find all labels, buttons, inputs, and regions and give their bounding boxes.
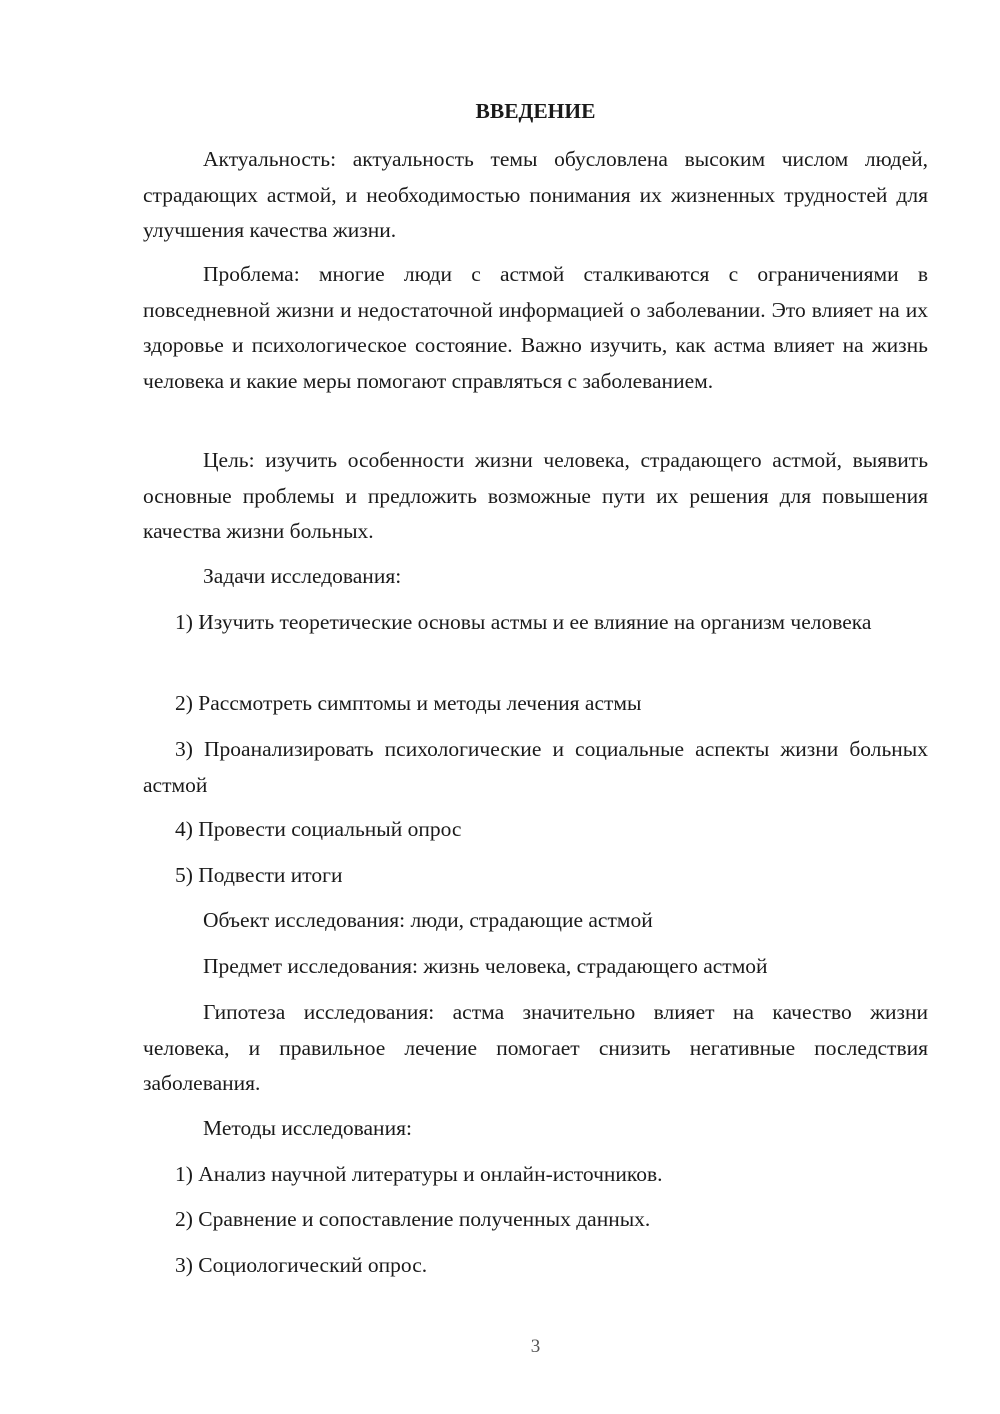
- hypothesis-paragraph: Гипотеза исследования: астма значительно влияет на качество жизни человека, и правильное лечение помогает снизить негативные последствия заболевания.: [143, 1000, 928, 1095]
- method-item-2: 2) Сравнение и сопоставление полученных данных.: [175, 1207, 651, 1231]
- task-item-1: 1) Изучить теоретические основы астмы и ее влияние на организм человека: [175, 610, 872, 634]
- task-item-2: 2) Рассмотреть симптомы и методы лечения астмы: [175, 691, 642, 715]
- method-item-1: 1) Анализ научной литературы и онлайн-источников.: [175, 1162, 663, 1186]
- section-heading: ВВЕДЕНИЕ: [475, 99, 596, 123]
- research-object: Объект исследования: люди, страдающие астмой: [203, 908, 653, 932]
- tasks-heading: Задачи исследования:: [203, 564, 402, 588]
- goal-paragraph: Цель: изучить особенности жизни человека, страдающего астмой, выявить основные проблемы и предложить возможные пути их решения для повышения качества жизни больных.: [143, 448, 928, 543]
- relevance-paragraph: Актуальность: актуальность темы обусловлена высоким числом людей, страдающих астмой, и необходимостью понимания их жизненных трудностей для улучшения качества жизни.: [143, 147, 928, 242]
- methods-heading: Методы исследования:: [203, 1116, 412, 1140]
- task-item-4: 4) Провести социальный опрос: [175, 817, 462, 841]
- task-item-3: 3) Проанализировать психологические и социальные аспекты жизни больных астмой: [143, 737, 928, 797]
- document-page: [143, 0, 928, 1414]
- page-number: 3: [530, 1336, 541, 1357]
- task-item-5: 5) Подвести итоги: [175, 863, 343, 887]
- problem-paragraph: Проблема: многие люди с астмой сталкиваются с ограничениями в повседневной жизни и недостаточной информацией о заболевании. Это влияет на их здоровье и психологическое состояние. Важно изучить, как астма влияет на жизнь человека и какие меры помогают справляться с заболеванием.: [143, 262, 928, 393]
- research-subject: Предмет исследования: жизнь человека, страдающего астмой: [203, 954, 768, 978]
- method-item-3: 3) Социологический опрос.: [175, 1253, 428, 1277]
